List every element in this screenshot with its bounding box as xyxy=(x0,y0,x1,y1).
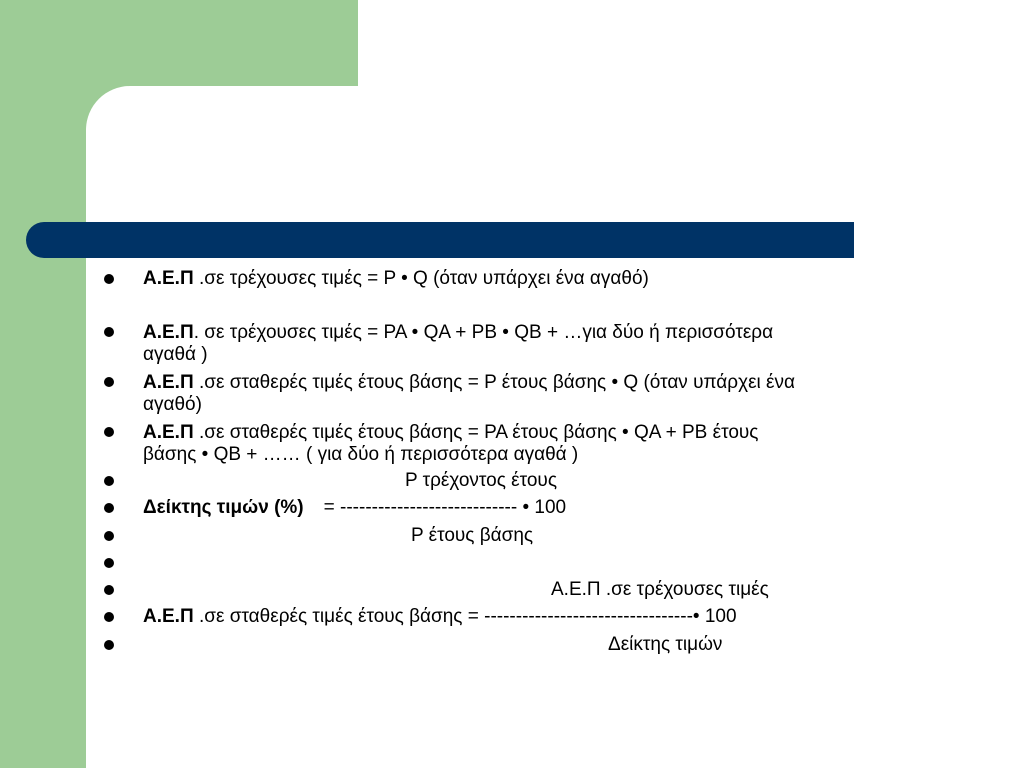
bullet-dot xyxy=(104,640,114,650)
bullet-dot xyxy=(104,531,114,541)
bullet-dot xyxy=(104,377,114,387)
bullet-dot xyxy=(104,558,114,568)
price-index-formula xyxy=(143,497,566,519)
item-bold: Α.Ε.Π xyxy=(143,422,194,443)
item-text: .σε σταθερές τιμές έτους βάσης = ---------------------------------• 100 xyxy=(193,606,737,627)
bullet-dot xyxy=(104,612,114,622)
bullet-dot xyxy=(104,503,114,513)
real-gdp-denominator: Δείκτης τιμών xyxy=(608,634,723,655)
price-index-label: Δείκτης τιμών (%) xyxy=(143,497,304,518)
item-text: .σε τρέχουσες τιμές = P • Q (όταν υπάρχει ένα αγαθό) xyxy=(193,268,649,289)
item-gdp-constant-single-cont: αγαθό) xyxy=(143,394,202,415)
item-bold: Α.Ε.Π xyxy=(143,268,194,289)
item-gdp-constant-single xyxy=(143,372,795,394)
real-gdp-formula xyxy=(143,606,737,628)
item-bold: Α.Ε.Π xyxy=(143,606,194,627)
item-text: .σε σταθερές τιμές έτους βάσης = PA έτους βάσης • QA + PB έτους xyxy=(193,422,759,443)
item-text: .σε σταθερές τιμές έτους βάσης = P έτους βάσης • Q (όταν υπάρχει ένα xyxy=(193,372,795,393)
price-index-equals: = xyxy=(323,497,335,518)
bullet-dot xyxy=(104,274,114,284)
item-gdp-current-multi xyxy=(143,322,773,344)
bullet-dot xyxy=(104,585,114,595)
real-gdp-numerator: Α.Ε.Π .σε τρέχουσες τιμές xyxy=(551,579,769,600)
item-bold: Α.Ε.Π xyxy=(143,372,194,393)
item-gdp-constant-multi-cont: βάσης • QB + …… ( για δύο ή περισσότερα αγαθά ) xyxy=(143,444,579,465)
item-gdp-current-single xyxy=(143,268,649,290)
item-bold: Α.Ε.Π xyxy=(143,322,194,343)
item-gdp-constant-multi xyxy=(143,422,758,444)
item-text: . σε τρέχουσες τιμές = PA • QA + PB • QB + …για δύο ή περισσότερα xyxy=(193,322,774,343)
bullet-dot xyxy=(104,327,114,337)
price-index-numerator: P τρέχοντος έτους xyxy=(405,470,557,491)
price-index-denominator: P έτους βάσης xyxy=(411,525,534,546)
bullet-dot xyxy=(104,427,114,437)
item-gdp-current-multi-cont: αγαθά ) xyxy=(143,344,208,365)
bullet-dot xyxy=(104,476,114,486)
price-index-fraction-line: ---------------------------- • 100 xyxy=(340,497,567,518)
